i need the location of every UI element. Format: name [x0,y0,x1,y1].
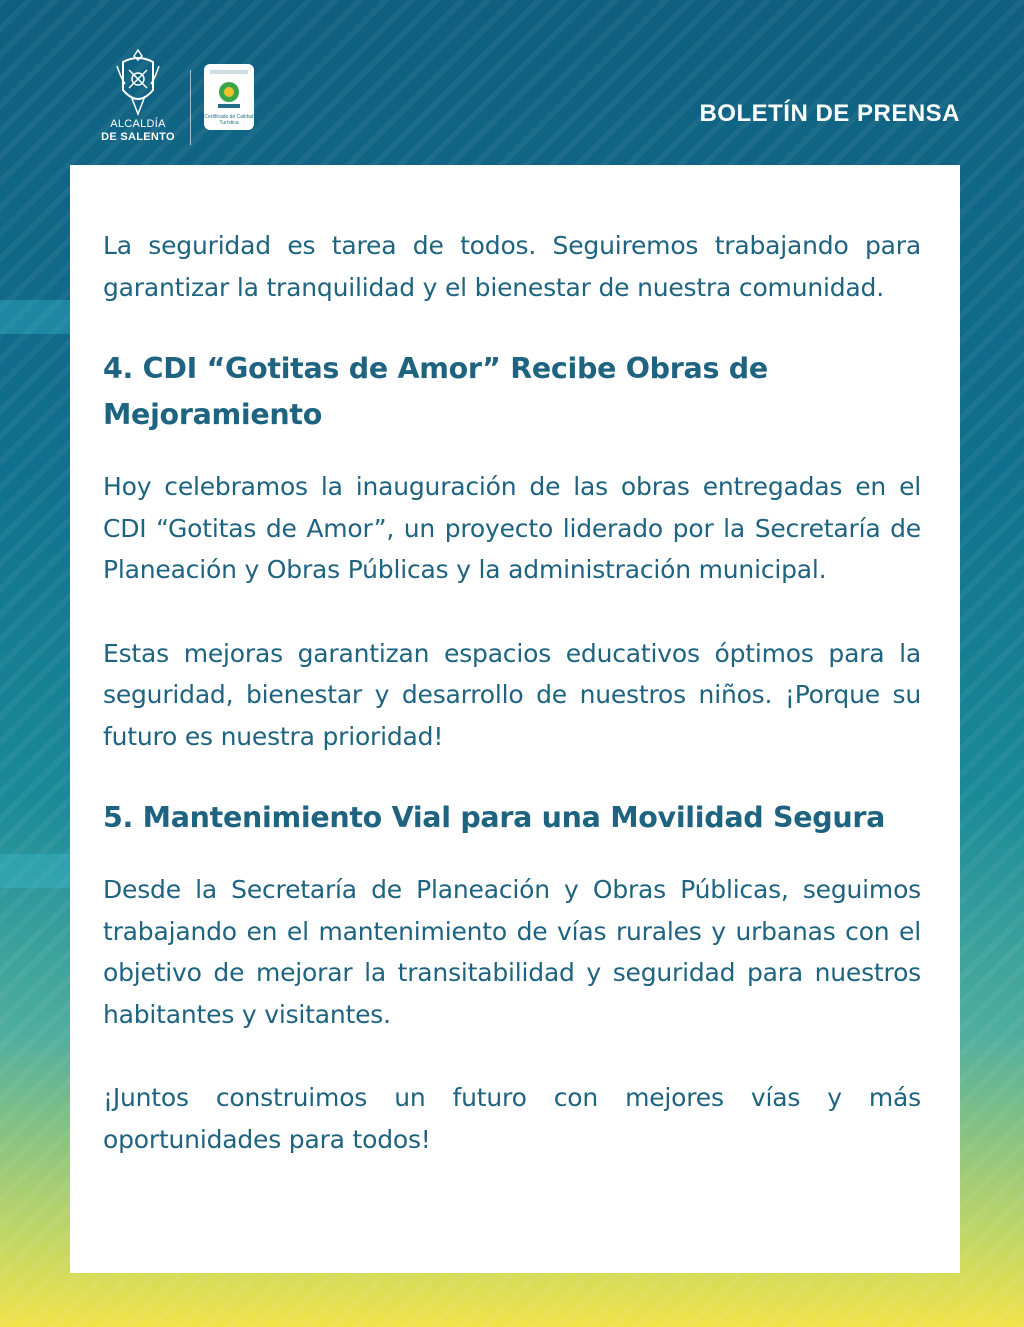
logo-line-2: DE SALENTO [101,131,175,143]
section-4-paragraph-2: Estas mejoras garantizan espacios educativos óptimos para la seguridad, bienestar y desarrollo de nuestros niños. ¡Porque su futuro es nuestra prioridad! [103,638,921,751]
section-5-heading: 5. Mantenimiento Vial para una Movilidad Segura [103,801,886,834]
logo-divider [190,70,191,145]
content-card [70,165,960,1273]
intro-paragraph: La seguridad es tarea de todos. Seguiremos trabajando para garantizar la tranquilidad y el bienestar de nuestra comunidad. [103,231,921,302]
section-4-heading: 4. CDI “Gotitas de Amor” Recibe Obras de Mejoramiento [103,352,768,431]
municipality-logo [100,48,176,144]
article-body [103,225,921,1160]
bulletin-label: BOLETÍN DE PRENSA [699,100,960,127]
certification-seal [204,64,254,130]
logo-line-1: ALCALDÍA [110,118,166,130]
section-5-paragraph-1: Desde la Secretaría de Planeación y Obras Públicas, seguimos trabajando en el mantenimiento de vías rurales y urbanas con el objetivo de mejorar la transitabilidad y seguridad para nuestros habitantes y visitantes. [103,875,921,1029]
certification-text: Certificado de Calidad Turística [204,114,254,126]
section-4-paragraph-1: Hoy celebramos la inauguración de las obras entregadas en el CDI “Gotitas de Amor”, un proyecto liderado por la Secretaría de Planeación y Obras Públicas y la administración municipal. [103,472,921,584]
certification-seal-icon [204,68,254,112]
header [0,0,1024,165]
crest-icon [115,48,161,118]
section-5-paragraph-2: ¡Juntos construimos un futuro con mejores vías y más oportunidades para todos! [103,1083,921,1154]
